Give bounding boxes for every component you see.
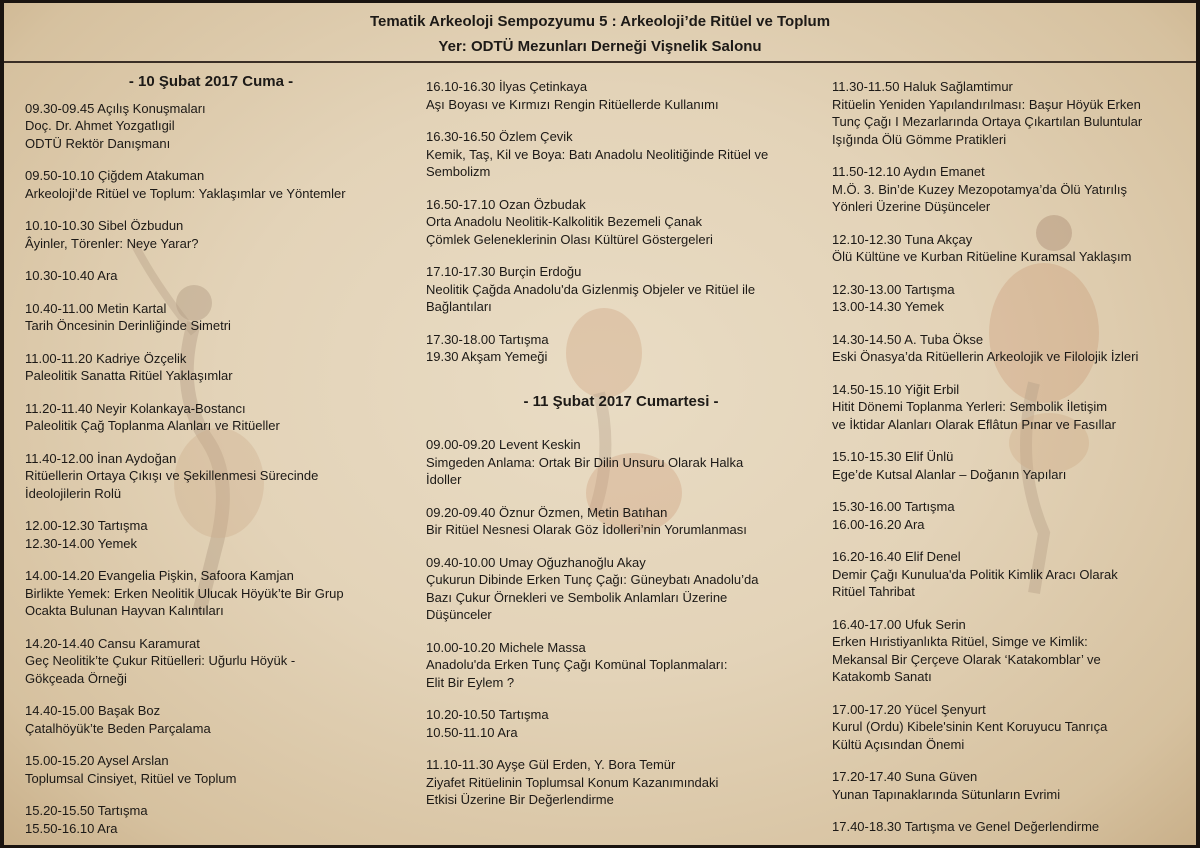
session-time-speaker: 09.20-09.40 Öznur Özmen, Metin Batıhan [426,504,668,520]
session-entry [25,702,397,737]
session-time-speaker: 10.00-10.20 Michele Massa [426,639,586,655]
session-entry [832,231,1187,266]
middle-session-list [426,78,816,366]
symposium-title: Tematik Arkeoloji Sempozyumu 5 : Arkeoloji’de Ritüel ve Toplum [369,13,831,30]
session-time-speaker: 11.50-12.10 Aydın Emanet [832,164,985,179]
session-title-line: 12.30-14.00 Yemek [25,535,138,551]
session-entry [25,267,397,285]
session-time-speaker: 17.30-18.00 Tartışma [426,331,549,347]
session-entry [426,504,816,539]
session-entry [25,167,397,202]
session-time-speaker: 12.00-12.30 Tartışma [25,518,148,533]
session-time-speaker: 14.00-14.20 Evangelia Pişkin, Safoora Kamjan [25,568,294,583]
session-title-line: Geç Neolitik’te Çukur Ritüelleri: Uğurlu Höyük - [25,653,296,668]
session-entry [832,616,1187,686]
session-title-line: 15.50-16.10 Ara [25,820,118,836]
session-time-speaker: 11.30-11.50 Haluk Sağlamtimur [832,79,1013,94]
session-entry [426,756,816,809]
session-time-speaker: 10.40-11.00 Metin Kartal [25,300,167,316]
session-title-line: Demir Çağı Kunulua'da Politik Kimlik Aracı Olarak [832,566,1118,582]
session-title-line: Kültü Açısından Önemi [832,736,965,752]
session-title-line: Katakomb Sanatı [832,669,932,684]
session-title-line: Ege’de Kutsal Alanlar – Doğanın Yapıları [832,466,1067,482]
program-sheet [4,3,1196,845]
session-entry [832,78,1187,148]
session-time-speaker: 10.10-10.30 Sibel Özbudun [25,218,184,233]
session-title-line: Doç. Dr. Ahmet Yozgatlıgil [25,118,175,133]
session-title-line: Çatalhöyük’te Beden Parçalama [25,720,211,736]
session-entry [832,331,1187,366]
session-entry [832,548,1187,601]
header [4,3,1196,63]
session-time-speaker: 11.00-11.20 Kadriye Özçelik [25,350,187,366]
session-title-line: Toplumsal Cinsiyet, Ritüel ve Toplum [25,770,237,786]
column-middle [426,78,816,809]
session-entry [832,701,1187,754]
session-entry [832,281,1187,316]
session-entry [25,635,397,688]
session-time-speaker: 16.30-16.50 Özlem Çevik [426,129,573,144]
session-entry [25,450,397,503]
session-time-speaker: 14.40-15.00 Başak Boz [25,703,161,718]
session-time-speaker: 09.30-09.45 Açılış Konuşmaları [25,100,206,116]
session-time-speaker: 10.20-10.50 Tartışma [426,707,549,722]
session-time-speaker: 10.30-10.40 Ara [25,268,118,283]
session-time-speaker: 15.20-15.50 Tartışma [25,803,148,818]
session-title-line: 16.00-16.20 Ara [832,516,925,532]
day2-session-list [426,436,816,809]
session-title-line: Tarih Öncesinin Derinliğinde Simetri [25,318,231,333]
session-time-speaker: 09.40-10.00 Umay Oğuzhanoğlu Akay [426,554,646,570]
session-title-line: Etkisi Üzerine Bir Değerlendirme [426,792,614,807]
session-entry [25,400,397,435]
session-entry [25,217,397,252]
session-title-line: Orta Anadolu Neolitik-Kalkolitik Bezemeli Çanak [426,214,703,229]
session-title-line: Paleolitik Çağ Toplanma Alanları ve Ritüeller [25,418,280,433]
session-title-line: Aşı Boyası ve Kırmızı Rengin Ritüellerde Kullanımı [426,96,719,112]
session-title-line: Ocakta Bulunan Hayvan Kalıntıları [25,603,224,618]
session-title-line: Ritüel Tahribat [832,584,915,599]
session-time-speaker: 12.10-12.30 Tuna Akçay [832,231,973,247]
session-time-speaker: 14.20-14.40 Cansu Karamurat [25,635,200,651]
session-entry [25,300,397,335]
session-title-line: ve İktidar Alanları Olarak Eflâtun Pınar ve Fasıllar [832,416,1116,432]
session-entry [832,768,1187,803]
session-entry [25,100,397,153]
session-entry [25,752,397,787]
session-title-line: Ziyafet Ritüelinin Toplumsal Konum Kazanımındaki [426,774,719,790]
session-entry [426,706,816,741]
session-title-line: Eski Önasya’da Ritüellerin Arkeolojik ve Filolojik İzleri [832,349,1139,364]
session-time-speaker: 14.30-14.50 A. Tuba Ökse [832,331,984,347]
session-title-line: ODTÜ Rektör Danışmanı [25,135,171,151]
session-time-speaker: 17.10-17.30 Burçin Erdoğu [426,264,582,279]
session-title-line: Kurul (Ordu) Kibele'sinin Kent Koruyucu Tanrıça [832,719,1108,734]
session-time-speaker: 11.20-11.40 Neyir Kolankaya-Bostancı [25,400,246,416]
session-title-line: Ölü Kültüne ve Kurban Ritüeline Kuramsal Yaklaşım [832,249,1132,264]
session-title-line: Birlikte Yemek: Erken Neolitik Ulucak Höyük’te Bir Grup [25,585,344,601]
session-title-line: Mekansal Bir Çerçeve Olarak ‘Katakomblar’ ve [832,651,1101,667]
session-entry [426,196,816,249]
session-time-speaker: 15.30-16.00 Tartışma [832,499,955,514]
session-time-speaker: 16.40-17.00 Ufuk Serin [832,616,966,632]
session-title-line: Işığında Ölü Gömme Pratikleri [832,131,1007,147]
session-entry [426,436,816,489]
session-title-line: Yönleri Üzerine Düşünceler [832,199,991,214]
session-title-line: Ritüelin Yeniden Yapılandırılması: Başur Höyük Erken [832,96,1141,112]
session-title-line: Bağlantıları [426,299,492,314]
day2-title: - 11 Şubat 2017 Cumartesi - [523,392,719,410]
session-time-speaker: 12.30-13.00 Tartışma [832,281,955,297]
session-time-speaker: 11.40-12.00 İnan Aydoğan [25,450,177,466]
session-title-line: Erken Hıristiyanlıkta Ritüel, Simge ve Kimlik: [832,634,1088,649]
session-title-line: Elit Bir Eylem ? [426,674,515,690]
session-time-speaker: 17.40-18.30 Tartışma ve Genel Değerlendirme [832,819,1100,834]
day1-session-list [25,100,397,838]
session-title-line: Ritüellerin Ortaya Çıkışı ve Şekillenmesi Sürecinde [25,468,319,483]
session-entry [426,263,816,316]
session-title-line: 19.30 Akşam Yemeği [426,349,548,364]
session-title-line: Kemik, Taş, Kil ve Boya: Batı Anadolu Neolitiğinde Ritüel ve [426,146,769,162]
session-title-line: Tunç Çağı I Mezarlarında Ortaya Çıkartılan Buluntular [832,114,1143,129]
session-time-speaker: 16.10-16.30 İlyas Çetinkaya [426,79,588,94]
day1-title: - 10 Şubat 2017 Cuma - [128,73,294,90]
session-title-line: 13.00-14.30 Yemek [832,299,945,314]
session-time-speaker: 11.10-11.30 Ayşe Gül Erden, Y. Bora Temür [426,757,676,772]
session-title-line: Neolitik Çağda Anadolu'da Gizlenmiş Objeler ve Ritüel ile [426,281,756,297]
session-entry [832,163,1187,216]
session-time-speaker: 15.10-15.30 Elif Ünlü [832,449,954,464]
session-title-line: Bir Ritüel Nesnesi Olarak Göz İdolleri’nin Yorumlanması [426,522,747,537]
session-title-line: 10.50-11.10 Ara [426,724,518,740]
session-entry [832,818,1187,836]
session-title-line: Simgeden Anlama: Ortak Bir Dilin Unsuru Olarak Halka [426,454,744,470]
session-title-line: İdoller [426,472,462,487]
session-entry [25,517,397,552]
session-title-line: Düşünceler [426,607,492,622]
session-title-line: Bazı Çukur Örnekleri ve Sembolik Anlamları Üzerine [426,589,728,605]
session-title-line: Gökçeada Örneği [25,670,127,686]
session-entry [426,128,816,181]
session-entry [25,350,397,385]
session-entry [832,498,1187,533]
session-time-speaker: 17.00-17.20 Yücel Şenyurt [832,701,986,717]
right-session-list [832,78,1187,836]
session-time-speaker: 17.20-17.40 Suna Güven [832,769,978,784]
session-title-line: Çömlek Geleneklerinin Olası Kültürel Göstergeleri [426,231,713,247]
column-right [832,78,1187,836]
session-time-speaker: 14.50-15.10 Yiğit Erbil [832,381,960,397]
session-time-speaker: 16.20-16.40 Elif Denel [832,549,961,564]
session-title-line: Çukurun Dibinde Erken Tunç Çağı: Güneybatı Anadolu’da [426,572,759,587]
column-day1 [25,73,397,837]
session-time-speaker: 16.50-17.10 Ozan Özbudak [426,196,586,212]
session-title-line: Âyinler, Törenler: Neye Yarar? [25,235,199,251]
session-title-line: Hitit Dönemi Toplanma Yerleri: Sembolik İletişim [832,399,1108,414]
session-entry [426,554,816,624]
venue: Yer: ODTÜ Mezunları Derneği Vişnelik Salonu [438,38,762,55]
session-title-line: Yunan Tapınaklarında Sütunların Evrimi [832,786,1061,802]
session-entry [426,78,816,113]
session-title-line: İdeolojilerin Rolü [25,485,122,501]
session-entry [25,802,397,837]
session-entry [832,448,1187,483]
session-entry [25,567,397,620]
session-time-speaker: 15.00-15.20 Aysel Arslan [25,753,169,768]
session-title-line: M.Ö. 3. Bin’de Kuzey Mezopotamya’da Ölü Yatırılış [832,181,1128,197]
session-title-line: Sembolizm [426,164,491,179]
session-title-line: Paleolitik Sanatta Ritüel Yaklaşımlar [25,368,233,383]
session-title-line: Arkeoloji’de Ritüel ve Toplum: Yaklaşımlar ve Yöntemler [25,185,346,201]
session-entry [426,639,816,692]
session-entry [426,331,816,366]
session-title-line: Anadolu'da Erken Tunç Çağı Komünal Toplanmaları: [426,657,728,672]
session-entry [832,381,1187,434]
session-time-speaker: 09.50-10.10 Çiğdem Atakuman [25,168,205,183]
session-time-speaker: 09.00-09.20 Levent Keskin [426,437,581,452]
